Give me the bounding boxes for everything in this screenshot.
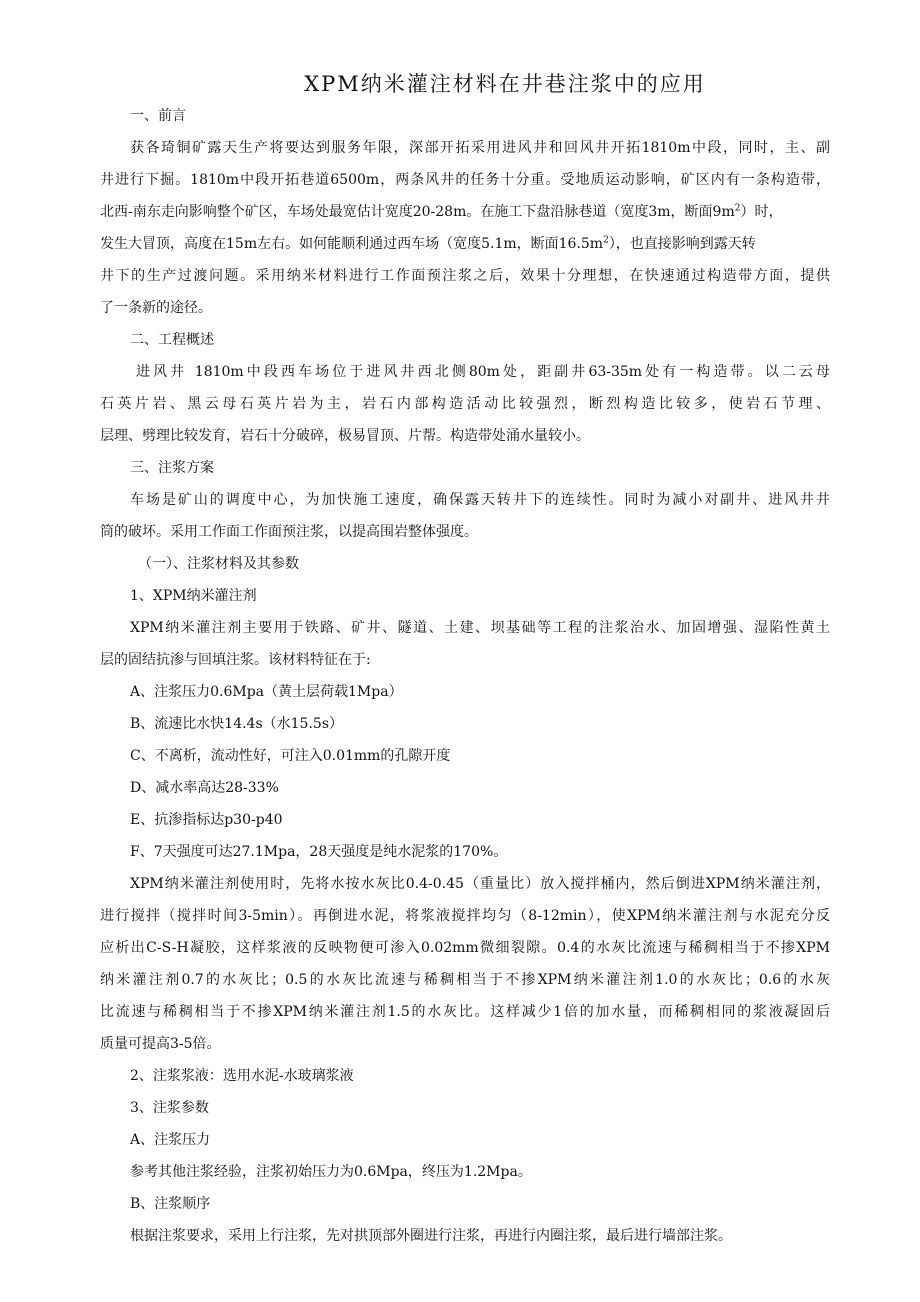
list-item: F、7天强度可达27.1Mpa，28天强度是纯水泥浆的170%。 [130,844,508,860]
paragraph-line: 井进行下掘。1810m中段开拓巷道6500m，两条风井的任务十分重。受地质运动影响，矿区内有一条构造带， [100,172,830,188]
heading-overview: 二、工程概述 [130,332,214,348]
list-item: C、不离析，流动性好，可注入0.01mm的孔隙开度 [130,748,451,764]
paragraph-line: 参考其他注浆经验，注浆初始压力为0.6Mpa，终压为1.2Mpa。 [130,1164,532,1180]
list-item: B、流速比水快14.4s（水15.5s） [130,716,344,732]
paragraph-line: 纳米灌注剂0.7的水灰比；0.5的水灰比流速与稀稠相当于不掺XPM纳米灌注剂1.0的水灰比；0.6的水灰 [100,972,830,988]
paragraph-line: 筒的破坏。采用工作面工作面预注浆，以提高围岩整体强度。 [100,524,478,540]
heading-preface: 一、前言 [130,108,186,124]
paragraph-line: XPM纳米灌注剂主要用于铁路、矿井、隧道、土建、坝基础等工程的注浆治水、加固增强、湿陷性黄土 [130,620,830,636]
paragraph-line: 井下的生产过渡问题。采用纳米材料进行工作面预注浆之后，效果十分理想，在快速通过构造带方面，提供 [100,268,830,284]
subheading-pressure: A、注浆压力 [130,1132,211,1148]
paragraph-line: 层的固结抗渗与回填注浆。该材料特征在于: [100,652,371,668]
paragraph-line: 进行搅拌（搅拌时间3-5min）。再倒进水泥，将浆液搅拌均匀（8-12min），使XPM纳米灌注剂与水泥充分反 [100,908,830,924]
paragraph-line: 进风井 1810m中段西车场位于进风井西北侧80m处，距副井63-35m处有一构造带。以二云母 [136,364,830,380]
heading-grouting-plan: 三、注浆方案 [130,460,214,476]
paragraph-line: 了一条新的途径。 [100,300,212,316]
subheading-materials: （一）、注浆材料及其参数 [138,556,299,572]
paragraph-line: 车场是矿山的调度中心，为加快施工速度，确保露天转井下的连续性。同时为减小对副井、进风井井 [130,492,830,508]
subheading-slurry: 2、注浆浆液：选用水泥-水玻璃浆液 [130,1068,354,1084]
subheading-xpm: 1、XPM纳米灌注剂 [130,588,257,604]
paragraph-line: 根据注浆要求，采用上行注浆，先对拱顶部外圈进行注浆，再进行内圈注浆，最后进行墙部注浆。 [130,1228,732,1244]
paragraph-line: 获各琦铜矿露天生产将要达到服务年限，深部开拓采用进风井和回风井开拓1810m中段，同时，主、副 [130,140,830,156]
subheading-sequence: B、注浆顺序 [130,1196,211,1212]
superscript: 2 [603,235,609,246]
paragraph-line: XPM纳米灌注剂使用时，先将水按水灰比0.4-0.45（重量比）放入搅拌桶内，然后倒进XPM纳米灌注剂， [130,876,830,892]
list-item: A、注浆压力0.6Mpa（黄土层荷载1Mpa） [130,684,403,700]
superscript: 2 [734,203,741,214]
paragraph-line: 应析出C-S-H凝胶，这样浆液的反映物便可渗入0.02mm微细裂隙。0.4的水灰比流速与稀稠相当于不掺XPM [100,940,830,956]
paragraph-line: 层理、劈理比较发育，岩石十分破碎，极易冒顶、片帮。构造带处涌水量较小。 [100,428,590,444]
paragraph-line: 质量可提高3-5倍。 [100,1036,221,1052]
list-item: E、抗渗指标达p30-p40 [130,812,283,828]
subheading-parameters: 3、注浆参数 [130,1100,209,1116]
paragraph-line: 发生大冒顶，高度在15m左右。如何能顺利通过西车场（宽度5.1m，断面$16.5m^2$），也直接影响到露天转 [100,235,756,252]
document-title: XPM纳米灌注材料在井巷注浆中的应用 [304,72,706,96]
paragraph-line: 比流速与稀稠相当于不掺XPM纳米灌注剂1.5的水灰比。这样减少1倍的加水量，而稀稠相同的浆液凝固后 [100,1004,830,1020]
list-item: D、减水率高达28-33% [130,780,279,796]
paragraph-line: 石英片岩、黑云母石英片岩为主，岩石内部构造活动比较强烈，断烈构造比较多，使岩石节理、 [100,396,830,412]
paragraph-line: 北西-南东走向影响整个矿区，车场处最宽估计宽度20-28m。在施工下盘沿脉巷道（宽度3m，断面$9m^2$）时， [100,203,783,220]
